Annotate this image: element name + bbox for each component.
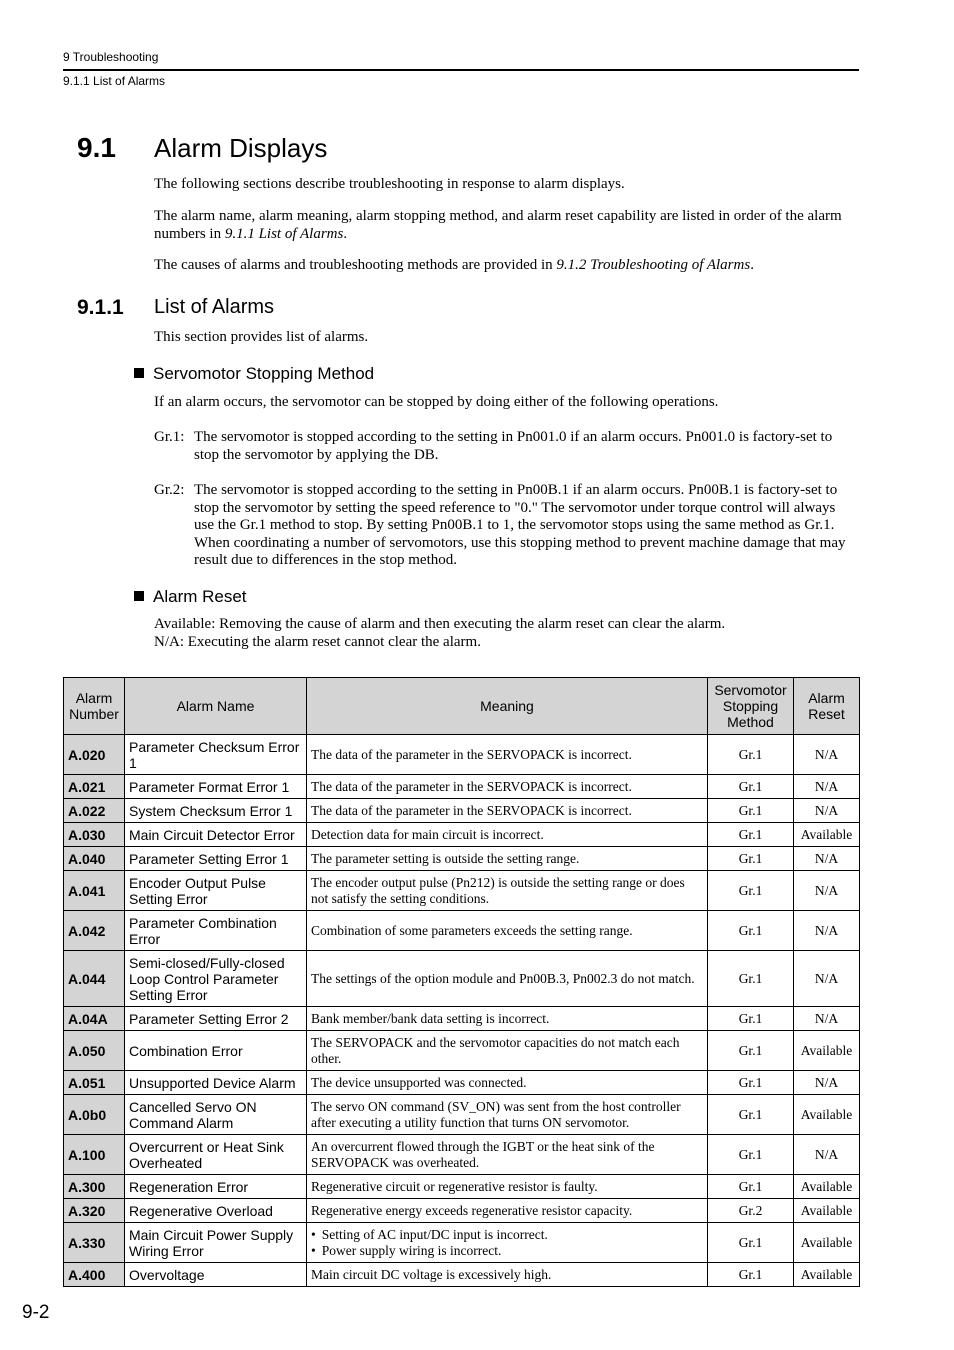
alarm-number: A.041 xyxy=(64,871,125,911)
gr1-description xyxy=(154,429,859,464)
gr2-label: Gr.2: xyxy=(154,482,185,498)
intro-paragraph-2: The alarm name, alarm meaning, alarm stopping method, and alarm reset capability are listed in order of the alarm numbers in 9.1.1 List of Alarms. xyxy=(154,208,842,242)
stopping-method: Gr.1 xyxy=(708,1135,794,1175)
alarm-number: A.051 xyxy=(64,1071,125,1095)
alarm-reset: N/A xyxy=(794,871,860,911)
gr1-label: Gr.1: xyxy=(154,429,185,445)
alarm-reset: N/A xyxy=(794,735,860,775)
stopping-method: Gr.1 xyxy=(708,1175,794,1199)
alarm-meaning: Bank member/bank data setting is incorrect. xyxy=(307,1007,708,1031)
stopping-method: Gr.1 xyxy=(708,871,794,911)
stopping-method: Gr.1 xyxy=(708,775,794,799)
table-row xyxy=(64,1007,860,1031)
stopping-method: Gr.1 xyxy=(708,1223,794,1263)
alarm-meaning: The servo ON command (SV_ON) was sent from the host controller after executing a utility function that turns ON servomotor. xyxy=(307,1095,708,1135)
subsection-number: 9.1.1 xyxy=(77,296,124,319)
gr2-description xyxy=(154,482,859,570)
alarm-name: Main Circuit Power Supply Wiring Error xyxy=(125,1223,307,1263)
stopping-method: Gr.1 xyxy=(708,1007,794,1031)
square-bullet-icon xyxy=(134,591,144,601)
table-row xyxy=(64,847,860,871)
subsection-intro: This section provides list of alarms. xyxy=(154,329,369,345)
table-row xyxy=(64,871,860,911)
alarm-meaning: Detection data for main circuit is incorrect. xyxy=(307,823,708,847)
alarm-name: Combination Error xyxy=(125,1031,307,1071)
cross-reference[interactable]: 9.1.2 Troubleshooting of Alarms xyxy=(556,257,751,273)
table-row xyxy=(64,1263,860,1287)
alarm-meaning: Main circuit DC voltage is excessively high. xyxy=(307,1263,708,1287)
alarm-name: System Checksum Error 1 xyxy=(125,799,307,823)
alarm-number: A.050 xyxy=(64,1031,125,1071)
alarm-name: Overcurrent or Heat Sink Overheated xyxy=(125,1135,307,1175)
stopping-method: Gr.1 xyxy=(708,1263,794,1287)
stopping-method: Gr.1 xyxy=(708,799,794,823)
alarm-meaning: The data of the parameter in the SERVOPACK is incorrect. xyxy=(307,775,708,799)
alarm-meaning: The encoder output pulse (Pn212) is outside the setting range or does not satisfy the setting conditions. xyxy=(307,871,708,911)
list-item: • Setting of AC input/DC input is incorrect. xyxy=(311,1227,703,1243)
alarm-meaning: Regenerative energy exceeds regenerative resistor capacity. xyxy=(307,1199,708,1223)
running-header-chapter: 9 Troubleshooting xyxy=(63,50,159,64)
stopping-method: Gr.1 xyxy=(708,847,794,871)
alarm-name: Overvoltage xyxy=(125,1263,307,1287)
alarm-reset: N/A xyxy=(794,1007,860,1031)
alarm-meaning: Regenerative circuit or regenerative resistor is faulty. xyxy=(307,1175,708,1199)
header-rule xyxy=(63,69,859,71)
stopping-method: Gr.1 xyxy=(708,823,794,847)
list-item: • Power supply wiring is incorrect. xyxy=(311,1243,703,1259)
intro-paragraph-1: The following sections describe troubleshooting in response to alarm displays. xyxy=(154,176,625,192)
table-row xyxy=(64,1175,860,1199)
alarm-meaning: The SERVOPACK and the servomotor capacities do not match each other. xyxy=(307,1031,708,1071)
alarm-reset: N/A xyxy=(794,1071,860,1095)
table-row xyxy=(64,1031,860,1071)
alarm-number: A.400 xyxy=(64,1263,125,1287)
alarm-list-table xyxy=(63,677,860,1287)
alarm-meaning: The settings of the option module and Pn00B.3, Pn002.3 do not match. xyxy=(307,951,708,1007)
stopping-method: Gr.1 xyxy=(708,1031,794,1071)
alarm-reset: Available xyxy=(794,823,860,847)
alarm-reset: N/A xyxy=(794,951,860,1007)
alarm-reset: Available xyxy=(794,1095,860,1135)
alarm-number: A.022 xyxy=(64,799,125,823)
alarm-name: Parameter Combination Error xyxy=(125,911,307,951)
alarm-reset-heading: Alarm Reset xyxy=(134,587,247,607)
gr2-text: The servomotor is stopped according to the setting in Pn00B.1 if an alarm occurs. Pn00B.1 is factory-set to stop the servomotor by setting the speed reference to "0." The servomotor under torque control will always use the Gr.1 method to stop. By setting Pn00B.1 to 1, the servomotor stops using the same method as Gr.1. When coordinating a number of servomotors, use this stopping method to prevent machine damage that may result due to differences in the stop method. xyxy=(194,482,846,568)
stopping-intro: If an alarm occurs, the servomotor can be stopped by doing either of the following operations. xyxy=(154,394,719,410)
stopping-method: Gr.1 xyxy=(708,735,794,775)
stopping-method: Gr.2 xyxy=(708,1199,794,1223)
alarm-name: Semi-closed/Fully-closed Loop Control Parameter Setting Error xyxy=(125,951,307,1007)
col-header-alarm-reset: Alarm Reset xyxy=(794,678,860,735)
stopping-method: Gr.1 xyxy=(708,911,794,951)
alarm-reset: Available xyxy=(794,1223,860,1263)
subsection-title: List of Alarms xyxy=(154,296,275,318)
alarm-reset: Available xyxy=(794,1199,860,1223)
alarm-number: A.042 xyxy=(64,911,125,951)
col-header-stopping-method: Servomotor Stopping Method xyxy=(708,678,794,735)
alarm-meaning: The data of the parameter in the SERVOPACK is incorrect. xyxy=(307,735,708,775)
alarm-reset: N/A xyxy=(794,911,860,951)
stopping-method: Gr.1 xyxy=(708,951,794,1007)
alarm-number: A.044 xyxy=(64,951,125,1007)
alarm-name: Parameter Checksum Error 1 xyxy=(125,735,307,775)
intro-paragraph-3: The causes of alarms and troubleshooting methods are provided in 9.1.2 Troubleshooting of Alarms. xyxy=(154,257,754,273)
alarm-reset: N/A xyxy=(794,799,860,823)
section-title: Alarm Displays xyxy=(154,133,328,163)
alarm-name: Encoder Output Pulse Setting Error xyxy=(125,871,307,911)
alarm-reset: Available xyxy=(794,1263,860,1287)
alarm-name: Main Circuit Detector Error xyxy=(125,823,307,847)
square-bullet-icon xyxy=(134,368,144,378)
alarm-number: A.04A xyxy=(64,1007,125,1031)
alarm-name: Regenerative Overload xyxy=(125,1199,307,1223)
alarm-number: A.100 xyxy=(64,1135,125,1175)
table-row xyxy=(64,775,860,799)
page-number: 9-2 xyxy=(22,1302,50,1323)
table-row xyxy=(64,1095,860,1135)
alarm-reset: N/A xyxy=(794,1135,860,1175)
alarm-number: A.330 xyxy=(64,1223,125,1263)
alarm-reset: Available xyxy=(794,1175,860,1199)
stopping-method-heading: Servomotor Stopping Method xyxy=(134,364,374,384)
alarm-number: A.040 xyxy=(64,847,125,871)
alarm-number: A.021 xyxy=(64,775,125,799)
meaning-bullet-list xyxy=(311,1227,703,1259)
stopping-method: Gr.1 xyxy=(708,1095,794,1135)
alarm-reset: Available xyxy=(794,1031,860,1071)
alarm-name: Parameter Format Error 1 xyxy=(125,775,307,799)
stopping-method: Gr.1 xyxy=(708,1071,794,1095)
col-header-meaning: Meaning xyxy=(307,678,708,735)
alarm-number: A.0b0 xyxy=(64,1095,125,1135)
table-row xyxy=(64,1071,860,1095)
table-row xyxy=(64,911,860,951)
alarm-number: A.320 xyxy=(64,1199,125,1223)
alarm-reset-description: Available: Removing the cause of alarm and then executing the alarm reset can clear the alarm. N/A: Executing the alarm reset cannot clear the alarm. xyxy=(154,616,726,650)
alarm-name: Unsupported Device Alarm xyxy=(125,1071,307,1095)
table-row xyxy=(64,823,860,847)
alarm-name: Regeneration Error xyxy=(125,1175,307,1199)
alarm-name: Cancelled Servo ON Command Alarm xyxy=(125,1095,307,1135)
alarm-name: Parameter Setting Error 2 xyxy=(125,1007,307,1031)
alarm-number: A.300 xyxy=(64,1175,125,1199)
cross-reference[interactable]: 9.1.1 List of Alarms xyxy=(224,225,344,242)
table-row xyxy=(64,1199,860,1223)
table-header-row xyxy=(64,678,860,735)
col-header-alarm-number: Alarm Number xyxy=(64,678,125,735)
table-row xyxy=(64,1135,860,1175)
section-number: 9.1 xyxy=(77,132,116,163)
table-row xyxy=(64,951,860,1007)
alarm-number: A.020 xyxy=(64,735,125,775)
alarm-reset: N/A xyxy=(794,847,860,871)
table-row xyxy=(64,799,860,823)
alarm-meaning: The data of the parameter in the SERVOPACK is incorrect. xyxy=(307,799,708,823)
gr1-text: The servomotor is stopped according to the setting in Pn001.0 if an alarm occurs. Pn001.0 is factory-set to stop the servomotor by applying the DB. xyxy=(194,429,833,463)
alarm-meaning: The parameter setting is outside the setting range. xyxy=(307,847,708,871)
table-row xyxy=(64,1223,860,1263)
alarm-reset: N/A xyxy=(794,775,860,799)
alarm-meaning: Combination of some parameters exceeds the setting range. xyxy=(307,911,708,951)
alarm-meaning xyxy=(307,1223,708,1263)
alarm-name: Parameter Setting Error 1 xyxy=(125,847,307,871)
alarm-meaning: An overcurrent flowed through the IGBT or the heat sink of the SERVOPACK was overheated. xyxy=(307,1135,708,1175)
col-header-alarm-name: Alarm Name xyxy=(125,678,307,735)
table-row xyxy=(64,735,860,775)
alarm-number: A.030 xyxy=(64,823,125,847)
running-header-section: 9.1.1 List of Alarms xyxy=(63,74,166,88)
alarm-meaning: The device unsupported was connected. xyxy=(307,1071,708,1095)
